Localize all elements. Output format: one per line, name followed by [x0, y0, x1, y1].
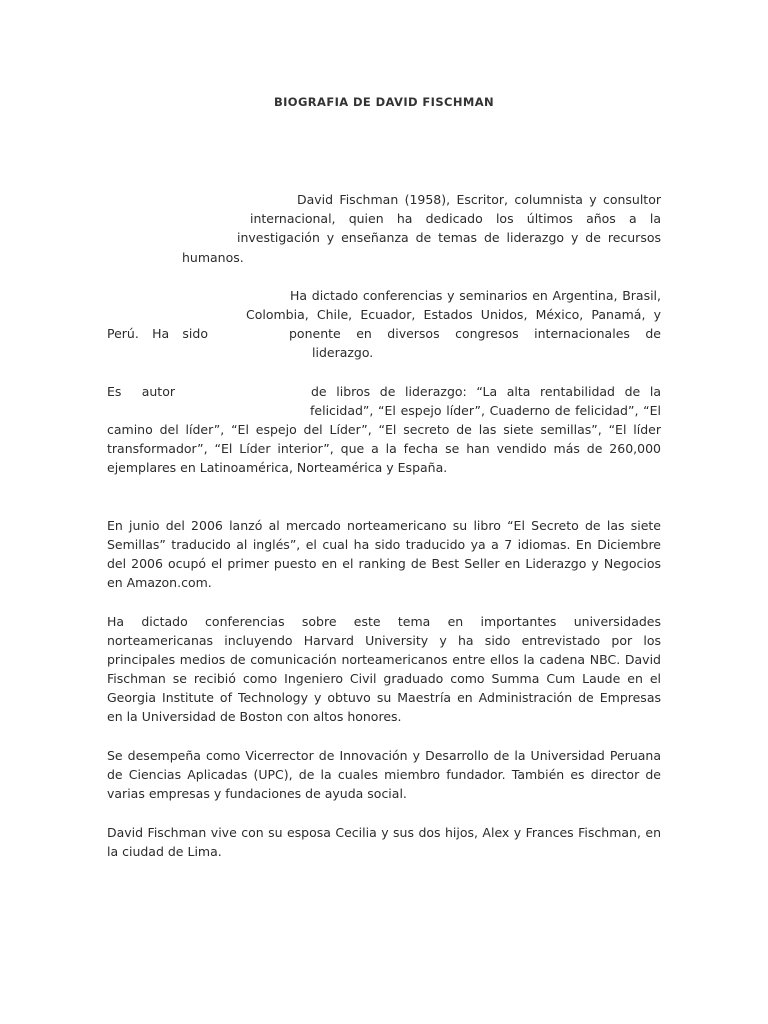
p5-line-3: principales medios de comunicación norteamericanos entre ellos la cadena NBC. David [107, 652, 661, 667]
p5-line-4: Fischman se recibió como Ingeniero Civil graduado como Summa Cum Laude en el [107, 671, 661, 686]
p4-line-4: en Amazon.com. [107, 575, 212, 590]
p1-line-4: humanos. [182, 250, 244, 265]
p5-line-6: en la Universidad de Boston con altos honores. [107, 709, 402, 724]
p5-line-5: Georgia Institute of Technology y obtuvo su Maestría en Administración de Empresas [107, 690, 661, 705]
p5-line-2: norteamericanas incluyendo Harvard University y ha sido entrevistado por los [107, 633, 661, 648]
p1-line-1: David Fischman (1958), Escritor, columnista y consultor [297, 192, 661, 207]
document-title: BIOGRAFIA DE DAVID FISCHMAN [273, 95, 495, 109]
p2-line-1: Ha dictado conferencias y seminarios en Argentina, Brasil, [290, 288, 661, 303]
p2-line-3b: ponente en diversos congresos internacionales de [289, 326, 661, 341]
p2-line-2: Colombia, Chile, Ecuador, Estados Unidos, México, Panamá, y [246, 307, 661, 322]
p6-line-1: Se desempeña como Vicerrector de Innovación y Desarrollo de la Universidad Peruana [107, 748, 661, 763]
p3-line-1a: Es autor [107, 384, 175, 399]
p3-line-3: camino del líder”, “El espejo del Líder”, “El secreto de las siete semillas”, “El líder [107, 422, 661, 437]
p4-line-2: Semillas” traducido al inglés”, el cual ha sido traducido ya a 7 idiomas. En Diciembre [107, 537, 661, 552]
p2-line-4: liderazgo. [312, 345, 374, 360]
p3-line-2: felicidad”, “El espejo líder”, Cuaderno de felicidad”, “El [310, 403, 661, 418]
p2-line-3a: Perú. Ha sido [107, 326, 208, 341]
p4-line-1: En junio del 2006 lanzó al mercado norteamericano su libro “El Secreto de las siete [107, 518, 661, 533]
p1-line-2: internacional, quien ha dedicado los últimos años a la [250, 211, 661, 226]
p6-line-3: varias empresas y fundaciones de ayuda social. [107, 786, 407, 801]
p3-line-1b: de libros de liderazgo: “La alta rentabilidad de la [311, 384, 661, 399]
p3-line-4: transformador”, “El Líder interior”, que a la fecha se han vendido más de 260,000 [107, 441, 661, 456]
p5-line-1: Ha dictado conferencias sobre este tema en importantes universidades [107, 614, 661, 629]
p1-line-3: investigación y enseñanza de temas de liderazgo y de recursos [237, 230, 661, 245]
p7-line-1: David Fischman vive con su esposa Cecilia y sus dos hijos, Alex y Frances Fischman, en [107, 825, 661, 840]
p3-line-5: ejemplares en Latinoamérica, Norteamérica y España. [107, 460, 448, 475]
p6-line-2: de Ciencias Aplicadas (UPC), de la cuales miembro fundador. También es director de [107, 767, 661, 782]
p7-line-2: la ciudad de Lima. [107, 844, 222, 859]
p4-line-3: del 2006 ocupó el primer puesto en el ranking de Best Seller en Liderazgo y Negocios [107, 556, 661, 571]
